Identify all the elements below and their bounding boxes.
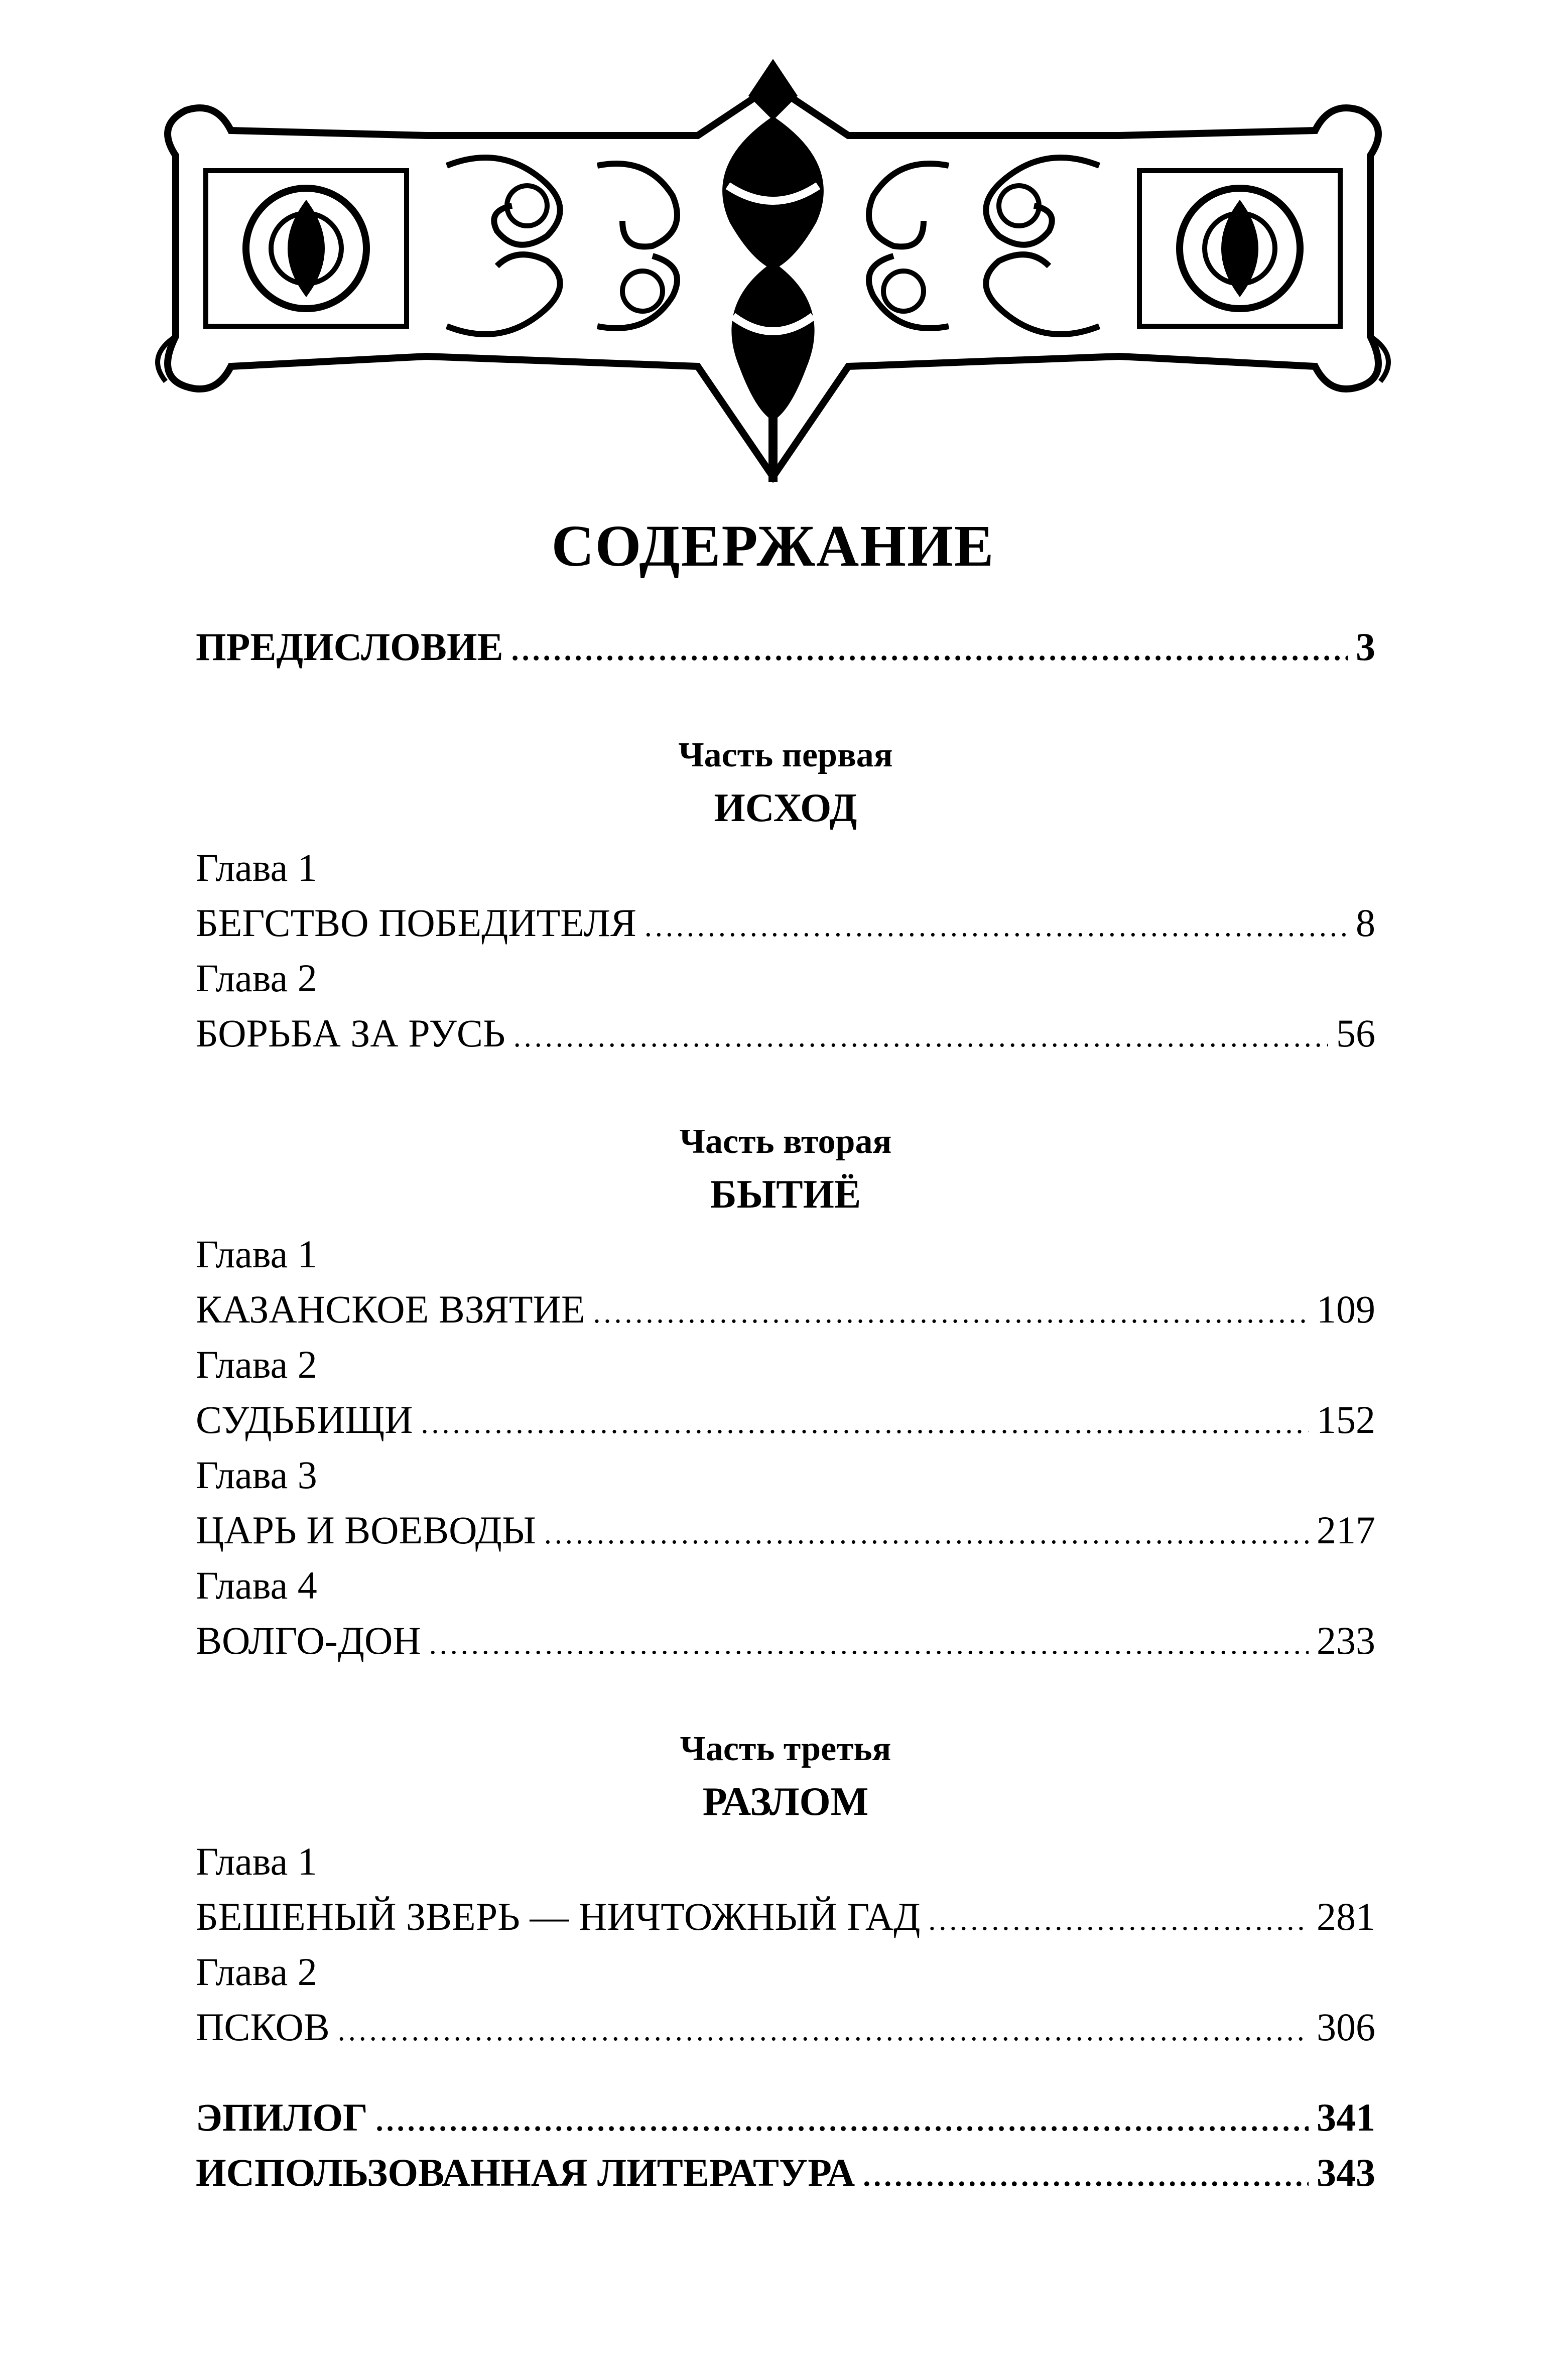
chapter-label: Глава 1: [196, 1232, 317, 1276]
page-title: СОДЕРЖАНИЕ: [551, 513, 995, 579]
chapter-label: Глава 2: [196, 1343, 317, 1386]
chapter-label: Глава 2: [196, 1950, 317, 1994]
dot-leader: [863, 2161, 1309, 2191]
toc-entry[interactable]: [196, 1287, 1375, 1345]
dot-leader: [544, 1518, 1309, 1548]
toc-entry-title: ЦАРЬ И ВОЕВОДЫ: [196, 1508, 536, 1552]
toc-entry-literature[interactable]: [196, 2153, 1375, 2208]
header-ornament: [146, 55, 1400, 497]
toc-entry-title: ВОЛГО-ДОН: [196, 1619, 421, 1662]
toc-entry[interactable]: [196, 2005, 1375, 2063]
toc-entry-page: 109: [1317, 1287, 1375, 1331]
table-of-contents: [196, 627, 1375, 2208]
toc-entry-title: КАЗАНСКОЕ ВЗЯТИЕ: [196, 1287, 585, 1331]
toc-entry-page: 56: [1336, 1011, 1375, 1055]
toc-entry-title: БОРЬБА ЗА РУСЬ: [196, 1011, 505, 1055]
toc-entry[interactable]: [196, 1897, 1375, 1952]
dot-leader: [511, 635, 1348, 665]
toc-entry-page: 306: [1317, 2005, 1375, 2049]
chapter-label: Глава 1: [196, 1839, 317, 1883]
toc-entry-title: ИСПОЛЬЗОВАННАЯ ЛИТЕРАТУРА: [196, 2151, 855, 2194]
toc-entry[interactable]: [196, 903, 1375, 959]
dot-leader: [593, 1297, 1309, 1328]
toc-entry-title: ЭПИЛОГ: [196, 2095, 368, 2139]
part-label: Часть первая: [678, 736, 893, 774]
dot-leader: [928, 1905, 1309, 1935]
toc-entry-page: 217: [1317, 1508, 1375, 1552]
chapter-label: Глава 3: [196, 1453, 317, 1497]
toc-entry-title: ПСКОВ: [196, 2005, 330, 2049]
toc-entry-page: 343: [1317, 2151, 1375, 2194]
toc-entry-page: 233: [1317, 1619, 1375, 1662]
part-title: ИСХОД: [714, 786, 857, 830]
toc-entry-title: СУДЬБИЩИ: [196, 1398, 413, 1441]
toc-entry-page: 152: [1317, 1398, 1375, 1441]
toc-entry-preface[interactable]: [196, 627, 1375, 683]
toc-entry-title: ПРЕДИСЛОВИЕ: [196, 625, 503, 669]
toc-entry-page: 281: [1317, 1895, 1375, 1938]
dot-leader: [376, 2105, 1309, 2136]
toc-entry-page: 341: [1317, 2095, 1375, 2139]
toc-entry-page: 3: [1356, 625, 1375, 669]
toc-entry-page: 8: [1356, 901, 1375, 945]
dot-leader: [645, 911, 1348, 941]
chapter-label: Глава 2: [196, 956, 317, 1000]
toc-entry[interactable]: [196, 1011, 1375, 1069]
chapter-label: Глава 1: [196, 846, 317, 889]
toc-entry-title: БЕШЕНЫЙ ЗВЕРЬ — НИЧТОЖНЫЙ ГАД: [196, 1895, 921, 1938]
part-title: РАЗЛОМ: [702, 1780, 869, 1824]
toc-entry[interactable]: [196, 1400, 1375, 1456]
chapter-label: Глава 4: [196, 1563, 317, 1607]
part-title: БЫТИЁ: [710, 1172, 861, 1217]
toc-entry[interactable]: [196, 1621, 1375, 1676]
dot-leader: [513, 1021, 1328, 1051]
toc-entry-title: БЕГСТВО ПОБЕДИТЕЛЯ: [196, 901, 636, 945]
part-label: Часть вторая: [679, 1122, 892, 1161]
toc-entry[interactable]: [196, 1508, 1375, 1566]
dot-leader: [429, 1629, 1309, 1659]
dot-leader: [338, 2015, 1309, 2045]
part-label: Часть третья: [680, 1730, 891, 1768]
dot-leader: [421, 1408, 1309, 1438]
toc-entry-epilogue[interactable]: [196, 2095, 1375, 2153]
